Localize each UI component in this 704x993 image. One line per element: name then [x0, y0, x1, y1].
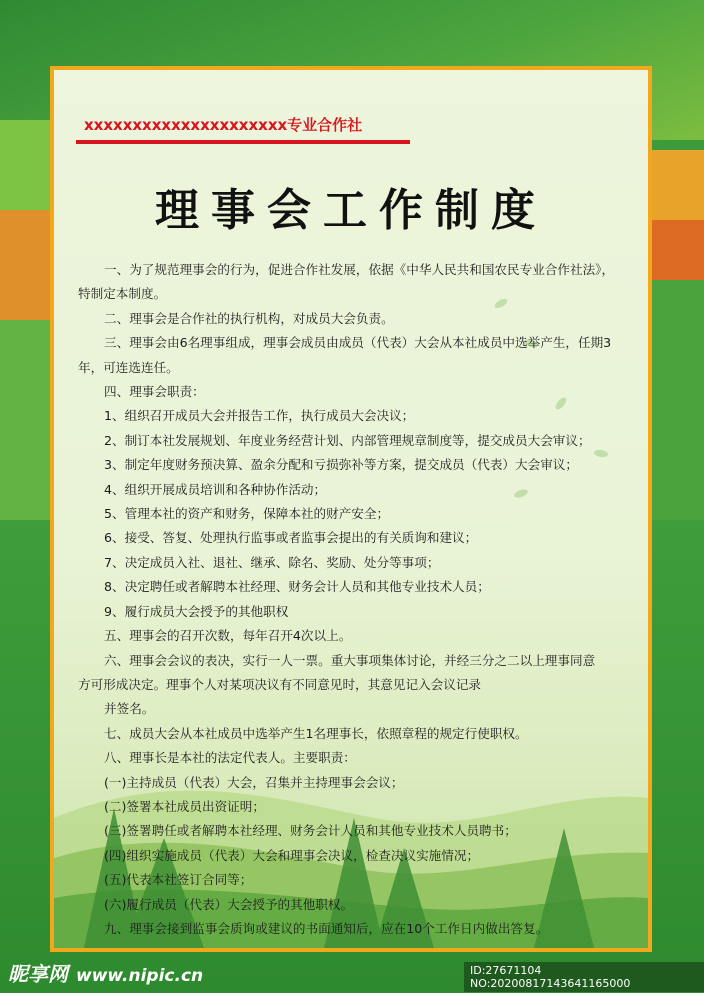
regulation-line: 3、制定年度财务预决算、盈余分配和亏损弥补等方案，提交成员（代表）大会审议； — [104, 457, 578, 473]
regulation-line: 方可形成决定。理事个人对某项决议有不同意见时，其意见记入会议记录 — [78, 676, 481, 692]
regulation-line: 5、管理本社的资产和财务，保障本社的财产安全； — [104, 506, 390, 522]
regulation-line: 年，可连选连任。 — [78, 359, 179, 375]
regulation-line: 1、组织召开成员大会并报告工作，执行成员大会决议； — [104, 408, 415, 424]
regulation-line: 七、成员大会从本社成员中选举产生1名理事长，依照章程的规定行使职权。 — [104, 725, 528, 741]
regulation-line: 五、理事会的召开次数，每年召开4次以上。 — [104, 628, 352, 644]
regulation-line: 7、决定成员入社、退社、继承、除名、奖励、处分等事项； — [104, 554, 440, 570]
watermark-url: www.nipic.cn — [76, 966, 204, 986]
regulation-line: 并签名。 — [104, 701, 155, 717]
watermark-site-name: 昵享网 — [8, 962, 68, 986]
regulation-line: (五)代表本社签订合同等； — [104, 872, 253, 888]
regulation-line: 8、决定聘任或者解聘本社经理、财务会计人员和其他专业技术人员； — [104, 579, 490, 595]
regulation-line: (一)主持成员（代表）大会，召集并主持理事会会议； — [104, 774, 404, 790]
regulation-line: 特制定本制度。 — [78, 286, 167, 302]
regulation-line: 六、理事会会议的表决，实行一人一票。重大事项集体讨论，并经三分之二以上理事同意 — [104, 652, 596, 668]
regulation-line: 二、理事会是合作社的执行机构，对成员大会负责。 — [104, 310, 394, 326]
cooperative-name: xxxxxxxxxxxxxxxxxxxxx专业合作社 — [84, 116, 363, 134]
regulation-line: (六)履行成员（代表）大会授予的其他职权。 — [104, 896, 354, 912]
regulation-line: 九、理事会接到监事会质询或建议的书面通知后，应在10个工作日内做出答复。 — [104, 920, 549, 936]
regulation-line: (四)组织实施成员（代表）大会和理事会决议，检查决议实施情况； — [104, 847, 480, 863]
watermark-logo — [8, 958, 203, 987]
regulation-line: 三、理事会由6名理事组成，理事会成员由成员（代表）大会从本社成员中选举产生，任期3 — [104, 335, 612, 351]
regulation-body — [78, 258, 628, 941]
regulation-line: 八、理事长是本社的法定代表人。主要职责： — [104, 750, 356, 766]
regulation-line: 4、组织开展成员培训和各种协作活动； — [104, 481, 327, 497]
page-title: 理事会工作制度 — [155, 185, 547, 236]
regulation-line: (三)签署聘任或者解聘本社经理、财务会计人员和其他专业技术人员聘书； — [104, 823, 517, 839]
regulation-line: 2、制订本社发展规划、年度业务经营计划、内部管理规章制度等，提交成员大会审议； — [104, 432, 591, 448]
image-id-label: ID:27671104 NO:20200817143641165000 — [464, 962, 704, 992]
regulation-line: (二)签署本社成员出资证明； — [104, 798, 265, 814]
regulation-line: 四、理事会职责： — [104, 384, 205, 400]
regulation-line: 9、履行成员大会授予的其他职权 — [104, 603, 289, 619]
regulation-line: 6、接受、答复、处理执行监事或者监事会提出的有关质询和建议； — [104, 530, 478, 546]
regulation-line: 一、为了规范理事会的行为，促进合作社发展，依据《中华人民共和国农民专业合作社法》， — [104, 262, 615, 277]
notice-board — [50, 66, 652, 952]
red-divider — [76, 140, 410, 144]
